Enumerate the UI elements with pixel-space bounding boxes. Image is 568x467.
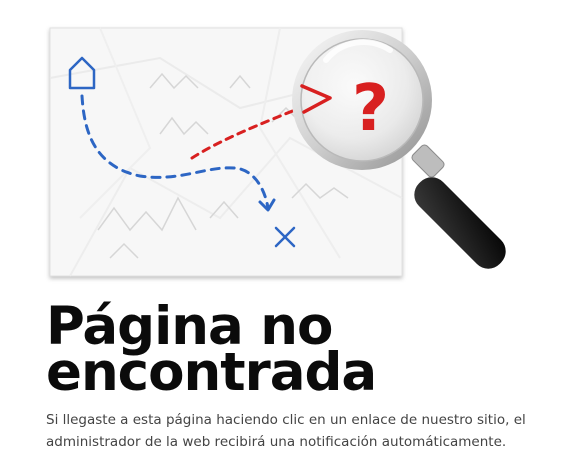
question-mark-icon: ? (352, 72, 390, 146)
page-title-line-1: Página no (46, 296, 333, 357)
page-title (46, 296, 546, 403)
error-illustration (40, 18, 540, 290)
page-description: Si llegaste a esta página haciendo clic en un enlace de nuestro sitio, el administrador de la web recibirá una notificación automáticamente. (46, 412, 526, 450)
page-title-line-2: encontrada (46, 342, 377, 403)
